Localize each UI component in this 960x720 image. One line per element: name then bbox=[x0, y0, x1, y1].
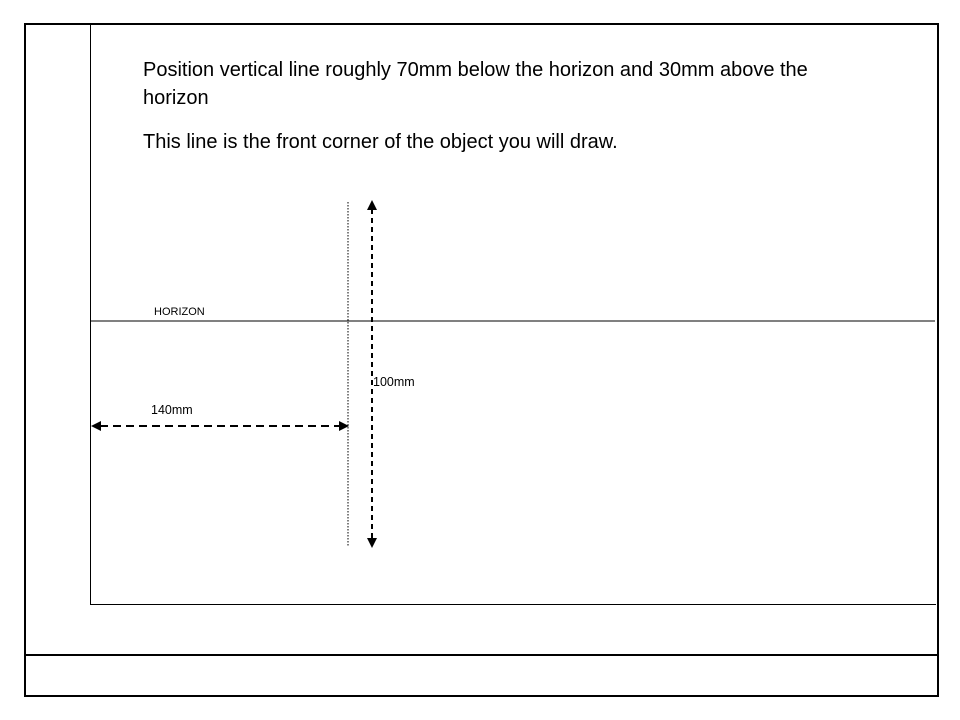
vertical-dimension-label: 100mm bbox=[373, 375, 415, 389]
horizontal-dimension-label: 140mm bbox=[151, 403, 193, 417]
horizon-label: HORIZON bbox=[154, 306, 205, 318]
instruction-position-line: Position vertical line roughly 70mm below the horizon and 30mm above the horizon bbox=[143, 59, 808, 109]
instruction-front-corner: This line is the front corner of the object you will draw. bbox=[143, 131, 618, 153]
footer-divider bbox=[24, 654, 938, 656]
